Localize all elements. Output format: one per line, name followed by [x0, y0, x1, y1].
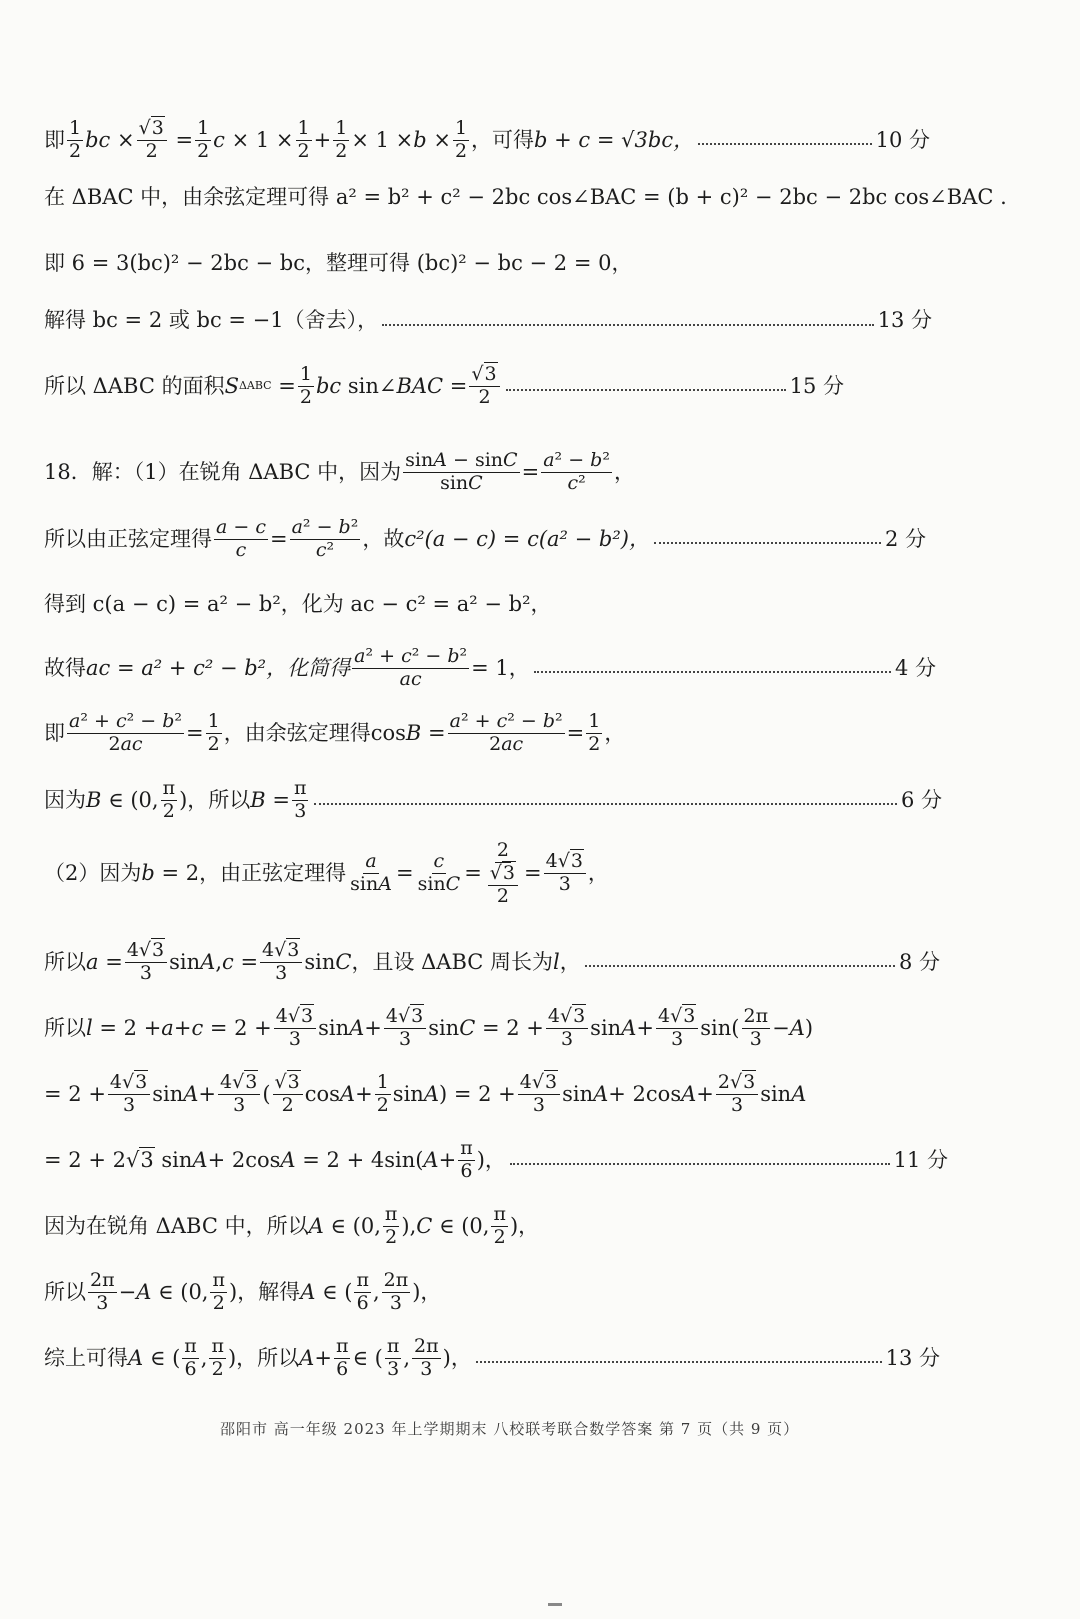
line-area-equation: 即 1 2 bc × √3 2 = 1 2 c × 1 × 1 2 + 1 2 × 1 × b × 1 2 ，可得 b + c = √3bc， 10 分: [44, 117, 930, 162]
text: 所以: [44, 949, 86, 974]
leader-dots: [382, 324, 873, 326]
leader-dots: [476, 1361, 882, 1363]
text: ，解得: [237, 1279, 301, 1304]
line-perimeter: 所以 l = 2 + a + c = 2 + 4√3 3 sin A + 4√3 3 sin C = 2 + 4√3 3 sin A + 4√3 3 sin( 2π 3 − A ): [44, 1005, 814, 1050]
line-B-value: 因为 B ∈ (0, π 2 ) ，所以 B = π 3 6 分: [44, 777, 942, 822]
text: 得到 c(a − c) = a² − b²，化为 ac − c² = a² − b²，: [44, 592, 552, 616]
text: （2）因为: [44, 861, 142, 886]
score-label: 4 分: [894, 655, 936, 680]
text: 综上可得: [44, 1345, 128, 1370]
text: ，故: [362, 526, 405, 551]
score-label: 8 分: [898, 949, 940, 974]
text: 即 6 = 3(bc)² − 2bc − bc，整理可得 (bc)² − bc − 2 = 0，: [44, 251, 633, 275]
line-cosine-law: [44, 186, 1007, 209]
line-conclusion: 综上可得 A ∈ ( π 6 , π 2 ) ，所以 A + π 6 ∈ ( π 3 , 2π 3 )， 13 分: [44, 1335, 940, 1380]
leader-dots: [506, 389, 786, 391]
line-equation: [44, 252, 632, 275]
math: b + c = √3bc，: [534, 127, 695, 152]
line-expand: = 2 + $\frac{4√3}{3}$ sin A + 4√3 3 ( √3 2 cos A + 1 2 sin A ) = 2 + 4√3 3 sin A + 2cos A + 2√3 3 sin A: [44, 1071, 807, 1116]
leader-dots: [534, 671, 891, 673]
leader-dots: [314, 803, 896, 805]
score-label: 6 分: [900, 787, 942, 812]
text: 即: [44, 720, 65, 745]
line-sides: 所以 a = 4√3 3 sin A , c = 4√3 3 sin C ，且设 ΔABC 周长为 l ， 8 分: [44, 939, 940, 984]
text: =: [44, 1081, 62, 1106]
line-ratio: 故得 ac = a² + c² − b²，化简得 a² + c² − b² ac = 1， 4 分: [44, 645, 936, 690]
text: =: [44, 1147, 62, 1172]
line-A-range: 所以 2π 3 − A ∈ (0, π 2 ) ，解得 A ∈ ( π 6 , 2π 3 )，: [44, 1269, 442, 1314]
text: ，由余弦定理得: [223, 720, 371, 745]
leader-dots: [510, 1163, 890, 1165]
line-q18-intro: 18．解：（1）在锐角 ΔABC 中，因为 sinA − sinC sinC = a² − b² c² ，: [44, 449, 635, 494]
text: 所以: [44, 1279, 86, 1304]
text: 即: [44, 127, 65, 152]
text: 所以由正弦定理得: [44, 526, 212, 551]
score-label: 15 分: [789, 373, 844, 398]
score-label: 10 分: [875, 127, 930, 152]
line-acute-range: 因为在锐角 ΔABC 中，所以 A ∈ (0, π 2 ), C ∈ (0, π 2 )，: [44, 1203, 540, 1248]
text: 故得: [44, 655, 86, 680]
line-sine-law: 所以由正弦定理得 a − c c = a² − b² c² ，故 c²(a − c) = c(a² − b²)， 2 分: [44, 516, 926, 561]
text: 所以 ΔABC 的面积: [44, 373, 225, 398]
score-label: 2 分: [884, 526, 926, 551]
text: 解得 bc = 2 或 bc = −1（舍去），: [44, 308, 379, 332]
text: ，所以: [236, 1345, 300, 1370]
score-label: 13 分: [877, 308, 932, 332]
text: 因为: [44, 787, 86, 812]
math: ac = a² + c² − b²，化简得: [86, 655, 351, 680]
line-cosB: 即 a² + c² − b² 2ac = 1 2 ，由余弦定理得 cos B = a² + c² − b² 2ac = 1 2 ，: [44, 710, 626, 755]
text: ，所以: [187, 787, 251, 812]
score-label: 11 分: [893, 1147, 948, 1172]
scan-mark: [548, 1603, 562, 1606]
text: ，且设 ΔABC 周长为: [351, 949, 554, 974]
text: 在 ΔBAC 中，由余弦定理可得 a² = b² + c² − 2bc cos∠BAC = (b + c)² − 2bc − 2bc cos∠BAC .: [44, 185, 1007, 209]
line-part2: （2）因为 b = 2 ，由正弦定理得 a sinA = c sinC = 2 $\frac{√3}{2}$ = 4√3 3 ，: [44, 839, 609, 907]
line-area-result: 所以 ΔABC 的面积 S ΔABC = 1 2 bc sin∠ BAC = √3 2 15 分: [44, 363, 844, 408]
text: 18．解：（1）在锐角 ΔABC 中，因为: [44, 459, 402, 484]
text: 因为在锐角 ΔABC 中，所以: [44, 1213, 309, 1238]
line-solution: [44, 309, 932, 332]
text: ，由正弦定理得: [199, 861, 347, 886]
line-simplify: [44, 593, 552, 616]
text: ，可得: [471, 127, 535, 152]
math: c²(a − c) = c(a² − b²)，: [404, 526, 650, 551]
text: 所以: [44, 1015, 86, 1040]
score-label: 13 分: [885, 1345, 940, 1370]
leader-dots: [585, 965, 895, 967]
leader-dots: [654, 542, 881, 544]
leader-dots: [698, 143, 872, 145]
page-footer: 邵阳市 高一年级 2023 年上学期期末 八校联考联合数学答案 第 7 页（共 9 页）: [220, 1420, 800, 1438]
line-final-form: = 2 + 2 √3 sin A + 2cos A = 2 + 4sin( A + π 6 )， 11 分: [44, 1137, 948, 1182]
